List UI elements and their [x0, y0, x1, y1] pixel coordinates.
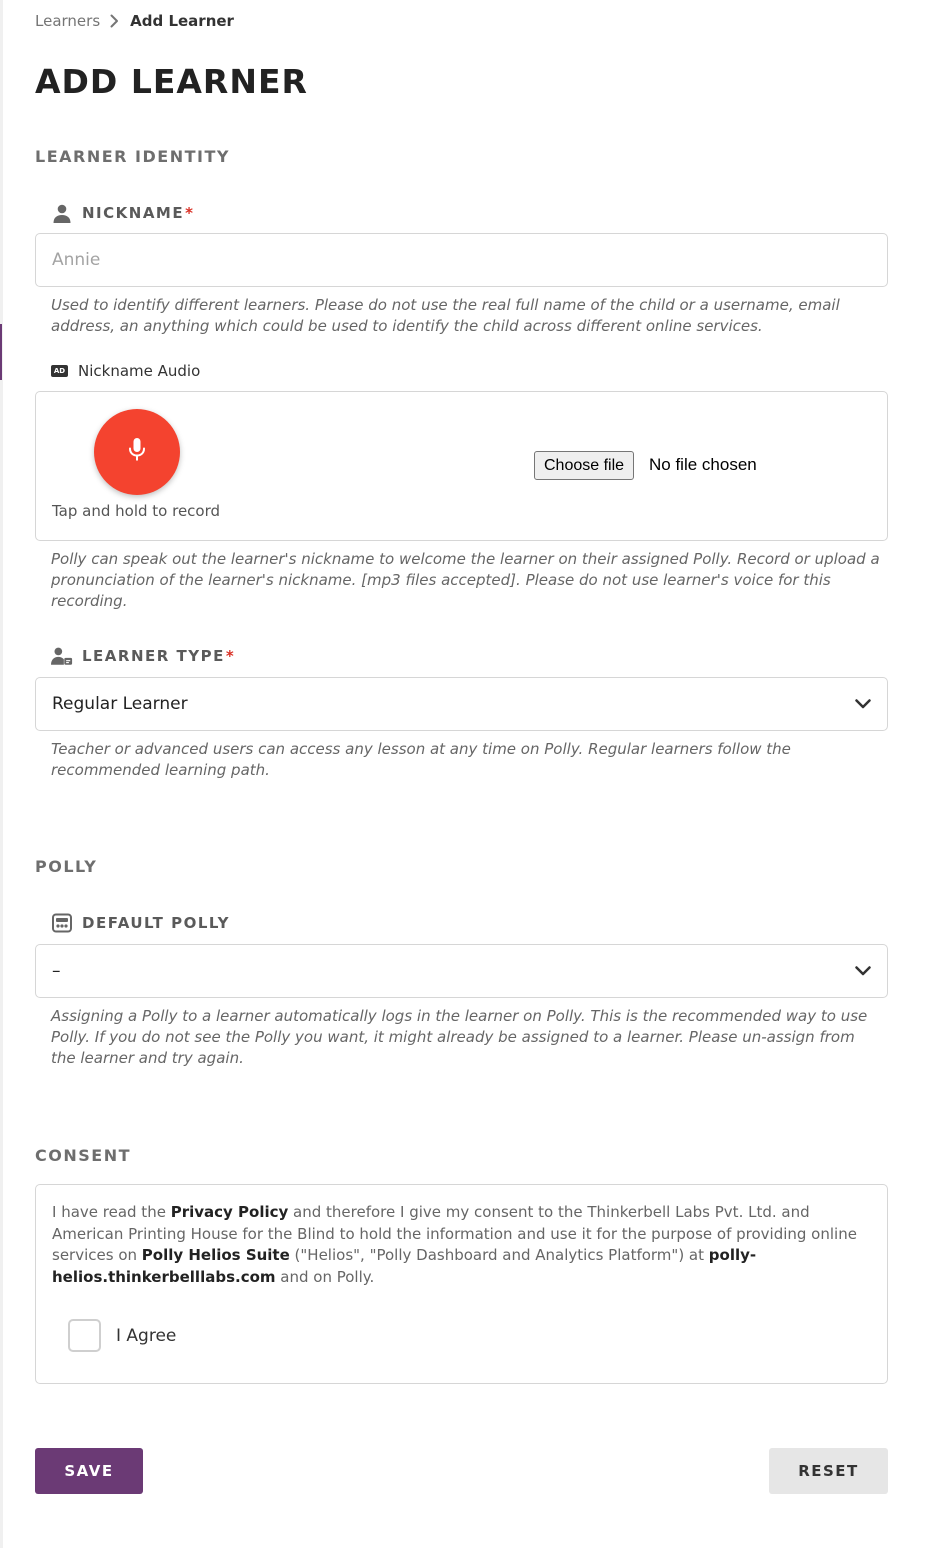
privacy-policy-link[interactable]: Privacy Policy: [170, 1203, 289, 1221]
default-polly-select[interactable]: [35, 944, 888, 998]
polly-helios-suite-name: Polly Helios Suite: [141, 1246, 290, 1264]
nickname-audio-help-text: Polly can speak out the learner's nickname to welcome the learner on their assigned Polly. Record or upload a pronunciation of the learner's nickname. [mp3 files accepted]. Please do not use learner's voice for this recording.: [51, 550, 880, 610]
chevron-down-icon: [855, 961, 871, 981]
default-polly-label: [51, 912, 230, 934]
nickname-label: [51, 202, 194, 224]
nickname-audio-panel: [35, 391, 888, 541]
nickname-audio-label-text: Nickname Audio: [78, 362, 201, 380]
person-badge-icon: [51, 645, 73, 667]
reset-button[interactable]: RESET: [769, 1448, 888, 1494]
choose-file-button[interactable]: Choose file: [534, 451, 634, 480]
helios-domain-link[interactable]: helios.thinkerbelllabs.com: [52, 1267, 276, 1286]
left-border: [0, 0, 3, 1548]
record-button[interactable]: [94, 409, 180, 495]
file-status: No file chosen: [649, 455, 757, 474]
nickname-help-text: Used to identify different learners. Please do not use the real full name of the child or a username, email address, an anything which could be used to identify the child across different online services.: [51, 296, 840, 335]
breadcrumb-learners-link[interactable]: Learners: [35, 12, 101, 30]
section-title-polly: POLLY: [35, 857, 98, 876]
learner-type-label: [51, 645, 235, 667]
consent-text-part: and therefore I give my consent to the Thinkerbell Labs Pvt. Ltd. and American Printing House for the Blind to hold the information and use it for the purpose of providing online services on: [52, 1203, 857, 1264]
nickname-input[interactable]: [35, 233, 888, 287]
consent-text: [52, 1202, 872, 1288]
chevron-down-icon: [855, 694, 871, 714]
record-caption: Tap and hold to record: [52, 502, 221, 520]
learner-type-selected-value: Regular Learner: [52, 694, 188, 714]
required-marker: *: [225, 647, 236, 665]
page-title: ADD LEARNER: [35, 62, 308, 101]
default-polly-label-text: DEFAULT POLLY: [82, 914, 230, 932]
nickname-audio-label: [51, 362, 200, 380]
learner-type-select[interactable]: [35, 677, 888, 731]
audio-description-icon: AD: [51, 365, 68, 377]
section-title-learner-identity: LEARNER IDENTITY: [35, 147, 230, 166]
agree-label[interactable]: I Agree: [116, 1326, 177, 1346]
consent-text-part: I have read the: [52, 1203, 171, 1221]
agree-checkbox[interactable]: [68, 1319, 101, 1352]
default-polly-selected-value: –: [52, 961, 61, 981]
breadcrumb: [35, 12, 234, 30]
consent-text-part: and on Polly.: [275, 1267, 375, 1286]
polly-device-icon: [51, 912, 73, 934]
microphone-icon: [127, 437, 147, 467]
nickname-label-text: NICKNAME: [82, 204, 185, 222]
learner-type-help-text: Teacher or advanced users can access any lesson at any time on Polly. Regular learners follow the recommended learning path.: [51, 740, 791, 779]
chevron-right-icon: [110, 14, 119, 28]
learner-type-label-text: LEARNER TYPE: [82, 647, 225, 665]
section-title-consent: CONSENT: [35, 1146, 131, 1165]
helios-domain-link[interactable]: polly-: [708, 1246, 757, 1264]
default-polly-help-text: Assigning a Polly to a learner automatically logs in the learner on Polly. This is the recommended way to use Polly. If you do not see the Polly you want, it might already be assigned to a learner. Please un-assign from the learner and try again.: [51, 1007, 868, 1067]
required-marker: *: [185, 204, 195, 222]
consent-panel: [35, 1184, 888, 1384]
person-icon: [51, 202, 73, 224]
save-button[interactable]: SAVE: [35, 1448, 143, 1494]
consent-text-part: ("Helios", "Polly Dashboard and Analytics Platform") at: [289, 1246, 709, 1264]
left-accent-bar: [0, 324, 2, 380]
breadcrumb-current: Add Learner: [130, 12, 234, 30]
